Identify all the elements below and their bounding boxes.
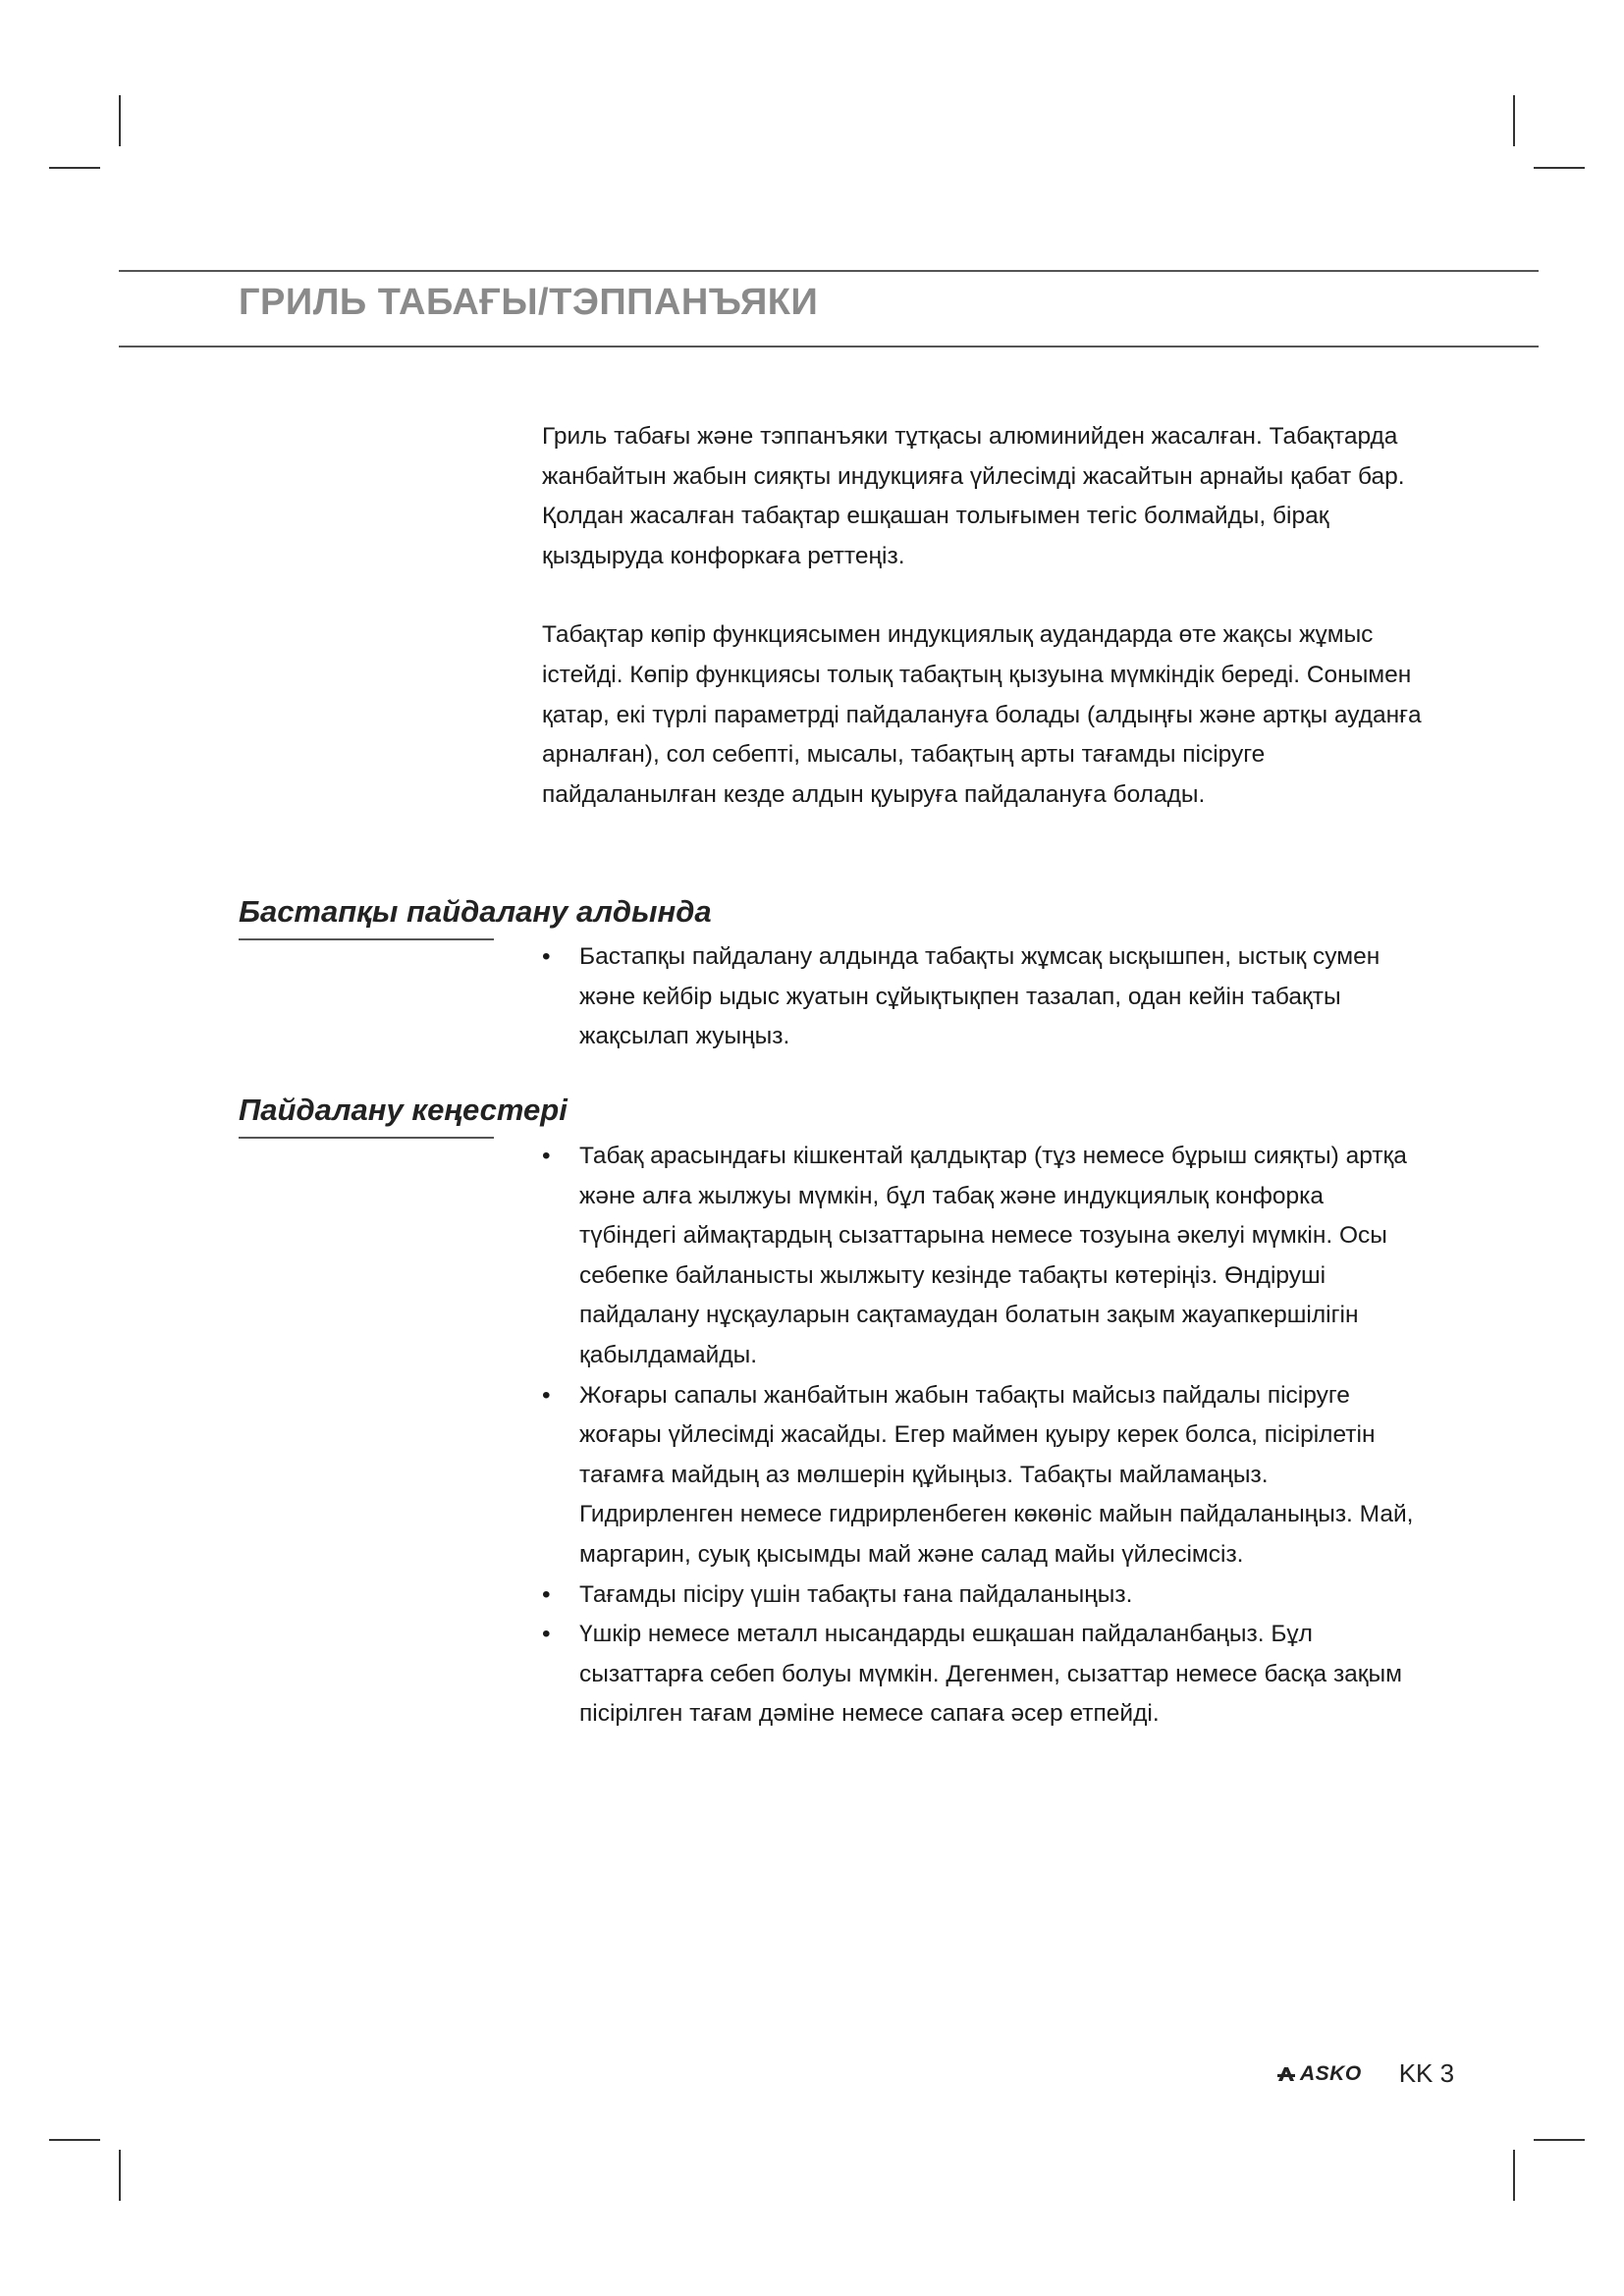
bullet-icon: • <box>542 943 551 970</box>
header-top-rule <box>119 270 1539 272</box>
list-item-text: Бастапқы пайдалану алдында табақты жұмсақ ысқышпен, ыстық сумен және кейбір ыдыс жуатын сұйықтықпен тазалап, одан кейін табақты жақсылап жуыңыз. <box>579 943 1380 1050</box>
intro-paragraph: Гриль табағы және тэппанъяки тұтқасы алюминийден жасалған. Табақтарда жанбайтын жабын сияқты индукцияға үйлесімді жасайтын арнайы қабат бар. Қолдан жасалған табақтар ешқашан толығымен тегіс болмайды, бірақ қыздыруда конфоркаға реттеңіз. <box>542 423 1405 569</box>
page-title: ГРИЛЬ ТАБАҒЫ/ТЭППАНЪЯКИ <box>239 282 819 323</box>
section-underline <box>239 938 494 940</box>
list-item <box>542 937 1426 1057</box>
bullet-icon: • <box>542 1580 551 1608</box>
intro-paragraph: Табақтар көпір функциясымен индукциялық аудандарда өте жақсы жұмыс істейді. Көпір функциясы толық табақтың қызуына мүмкіндік береді. Сонымен қатар, екі түрлі параметрді пайдалануға болады (алдыңғы және артқы ауданға арналған), сол себепті, мысалы, табақтың арты тағамды пісіруге пайдаланылған кезде алдын қуыруға пайдалануға болады. <box>542 621 1422 808</box>
page-footer <box>1276 2058 1454 2089</box>
crop-mark-bottom-left-horizontal <box>49 2139 100 2141</box>
section-title: Бастапқы пайдалану алдында <box>239 894 712 929</box>
bullet-icon: • <box>542 1381 551 1409</box>
intro-text <box>542 417 1426 854</box>
crop-mark-top-left-vertical <box>119 95 121 146</box>
list-item <box>542 1575 1426 1616</box>
list-item <box>542 1615 1426 1735</box>
bullet-icon: • <box>542 1143 551 1169</box>
list-item-text: Үшкір немесе металл нысандарды ешқашан пайдаланбаңыз. Бұл сызаттарға себеп болуы мүмкін. Дегенмен, сызаттар немесе басқа зақым пісірілген тағам дәміне немесе сапаға әсер етпейді. <box>579 1621 1402 1728</box>
section-title: Пайдалану кеңестері <box>239 1093 568 1127</box>
section-heading-before-first-use <box>239 893 712 940</box>
crop-mark-top-left-horizontal <box>49 167 100 169</box>
brand-logo: ASKO <box>1300 2061 1362 2085</box>
crop-mark-bottom-left-vertical <box>119 2150 121 2201</box>
crop-mark-bottom-right-vertical <box>1513 2150 1515 2201</box>
bullet-list-usage-tips <box>542 1137 1426 1735</box>
bullet-icon: • <box>542 1621 551 1648</box>
page-number: KK 3 <box>1398 2058 1455 2088</box>
list-item <box>542 1376 1426 1575</box>
header-bottom-rule <box>119 346 1539 347</box>
crop-mark-top-right-vertical <box>1513 95 1515 146</box>
asko-logo-icon <box>1276 2065 1296 2083</box>
list-item-text: Жоғары сапалы жанбайтын жабын табақты майсыз пайдалы пісіруге жоғары үйлесімді жасайды. Егер маймен қуыру керек болса, пісірілетін тағамға майдың аз мөлшерін құйыңыз. Табақты майламаңыз. Гидрирленген немесе гидрирленбеген көкөніс майын пайдаланыңыз. Май, маргарин, суық қысымды май және салад майы үйлесімсіз. <box>579 1381 1414 1568</box>
list-item-text: Табақ арасындағы кішкентай қалдықтар (тұз немесе бұрыш сияқты) артқа және алға жылжуы мүмкін, бұл табақ және индукциялық конфорка түбіндегі аймақтардың сызаттарына немесе тозуына әкелуі мүмкін. Осы себепке байланысты жылжыту кезінде табақты көтеріңіз. Өндіруші пайдалану нұсқауларын сақтамаудан болатын зақым жауапкершілігін қабылдамайды. <box>579 1143 1407 1368</box>
section-underline <box>239 1137 494 1139</box>
list-item-text: Тағамды пісіру үшін табақты ғана пайдаланыңыз. <box>579 1580 1133 1608</box>
section-heading-usage-tips <box>239 1092 568 1139</box>
crop-mark-bottom-right-horizontal <box>1534 2139 1585 2141</box>
list-item <box>542 1137 1426 1376</box>
crop-mark-top-right-horizontal <box>1534 167 1585 169</box>
bullet-list-before-first-use <box>542 937 1426 1057</box>
